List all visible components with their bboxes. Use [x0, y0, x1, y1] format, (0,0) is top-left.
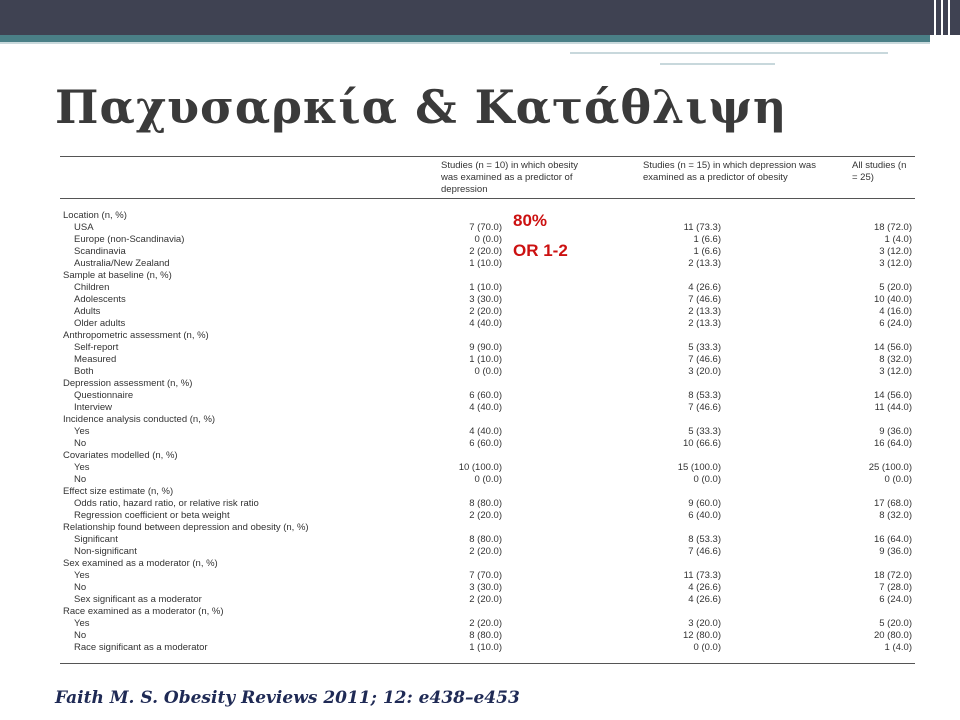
cell-depression-predictor: 7 (46.6) [688, 546, 721, 557]
table-section-row [60, 330, 915, 342]
cell-obesity-predictor: 0 (0.0) [474, 474, 502, 485]
cell-obesity-predictor: 2 (20.0) [469, 306, 502, 317]
row-label: Scandinavia [74, 246, 126, 257]
row-label: Sample at baseline (n, %) [63, 270, 172, 281]
row-label: Questionnaire [74, 390, 134, 401]
row-label: No [74, 474, 87, 485]
cell-all-studies: 5 (20.0) [879, 618, 912, 629]
cell-depression-predictor: 4 (26.6) [688, 594, 721, 605]
cell-obesity-predictor: 9 (90.0) [469, 342, 502, 353]
decorative-rule [570, 52, 888, 54]
cell-obesity-predictor: 8 (80.0) [469, 630, 502, 641]
cell-obesity-predictor: 1 (10.0) [469, 354, 502, 365]
cell-obesity-predictor: 1 (10.0) [469, 642, 502, 653]
row-label: Europe (non-Scandinavia) [74, 234, 185, 245]
table-row [60, 246, 915, 258]
table-section-row [60, 378, 915, 390]
cell-all-studies: 11 (44.0) [874, 402, 912, 413]
cell-depression-predictor: 8 (53.3) [688, 390, 721, 401]
decorative-rule [660, 63, 775, 65]
cell-obesity-predictor: 4 (40.0) [469, 426, 502, 437]
cell-all-studies: 8 (32.0) [879, 510, 912, 521]
row-label: No [74, 438, 87, 449]
header-divider [948, 0, 950, 36]
cell-all-studies: 25 (100.0) [868, 462, 912, 473]
cell-depression-predictor: 7 (46.6) [688, 294, 721, 305]
table-section-row [60, 210, 915, 222]
header-divider [941, 0, 943, 36]
row-label: Regression coefficient or beta weight [74, 510, 230, 521]
table-row [60, 546, 915, 558]
cell-all-studies: 18 (72.0) [873, 570, 912, 581]
cell-all-studies: 10 (40.0) [873, 294, 912, 305]
table-section-row [60, 270, 915, 282]
table-row [60, 402, 915, 414]
cell-all-studies: 1 (4.0) [884, 234, 912, 245]
cell-all-studies: 5 (20.0) [879, 282, 912, 293]
citation: Faith M. S. Obesity Reviews 2011; 12: e438–e453 [55, 688, 520, 708]
row-label: Relationship found between depression and obesity (n, %) [63, 522, 309, 533]
cell-depression-predictor: 3 (20.0) [688, 618, 721, 629]
row-label: Covariates modelled (n, %) [63, 450, 178, 461]
cell-depression-predictor: 9 (60.0) [688, 498, 721, 509]
cell-depression-predictor: 1 (6.6) [693, 246, 721, 257]
cell-obesity-predictor: 1 (10.0) [469, 258, 502, 269]
header-accent-strip [0, 35, 930, 42]
row-label: USA [74, 222, 94, 233]
annotation-odds-ratio: OR 1-2 [513, 241, 568, 260]
cell-depression-predictor: 4 (26.6) [688, 282, 721, 293]
cell-obesity-predictor: 1 (10.0) [469, 282, 502, 293]
row-label: No [74, 582, 87, 593]
column-header-all-studies: All studies (n = 25) [852, 160, 907, 183]
table-row [60, 618, 915, 630]
cell-depression-predictor: 2 (13.3) [688, 258, 721, 269]
row-label: Odds ratio, hazard ratio, or relative risk ratio [74, 498, 259, 509]
column-header-depression-predictor: Studies (n = 15) in which depression was examined as a predictor of obesity [643, 160, 816, 183]
row-label: Children [74, 282, 110, 293]
row-label: Non-significant [74, 546, 137, 557]
row-label: Sex examined as a moderator (n, %) [63, 558, 218, 569]
table-row [60, 354, 915, 366]
row-label: Effect size estimate (n, %) [63, 486, 174, 497]
row-label: Race examined as a moderator (n, %) [63, 606, 224, 617]
row-label: Adolescents [74, 294, 126, 305]
cell-obesity-predictor: 3 (30.0) [469, 294, 502, 305]
table-row [60, 306, 915, 318]
cell-all-studies: 9 (36.0) [879, 426, 912, 437]
cell-obesity-predictor: 2 (20.0) [469, 594, 502, 605]
cell-all-studies: 3 (12.0) [879, 258, 912, 269]
cell-all-studies: 6 (24.0) [879, 594, 912, 605]
cell-all-studies: 16 (64.0) [873, 438, 912, 449]
row-label: Incidence analysis conducted (n, %) [63, 414, 216, 425]
table-row [60, 570, 915, 582]
cell-obesity-predictor: 6 (60.0) [469, 390, 502, 401]
cell-obesity-predictor: 2 (20.0) [469, 618, 502, 629]
cell-all-studies: 3 (12.0) [879, 366, 912, 377]
table-row [60, 294, 915, 306]
cell-all-studies: 16 (64.0) [873, 534, 912, 545]
cell-depression-predictor: 0 (0.0) [693, 642, 721, 653]
cell-depression-predictor: 4 (26.6) [688, 582, 721, 593]
row-label: Yes [74, 570, 90, 581]
table-row [60, 510, 915, 522]
table-top-rule [60, 156, 915, 157]
cell-depression-predictor: 7 (46.6) [688, 402, 721, 413]
cell-obesity-predictor: 2 (20.0) [469, 246, 502, 257]
row-label: Yes [74, 618, 90, 629]
cell-all-studies: 9 (36.0) [879, 546, 912, 557]
row-label: Sex significant as a moderator [74, 594, 202, 605]
cell-depression-predictor: 2 (13.3) [688, 306, 721, 317]
table-row [60, 462, 915, 474]
cell-all-studies: 6 (24.0) [879, 318, 912, 329]
cell-obesity-predictor: 3 (30.0) [469, 582, 502, 593]
row-label: No [74, 630, 87, 641]
cell-depression-predictor: 11 (73.3) [683, 222, 721, 233]
table-row [60, 342, 915, 354]
cell-depression-predictor: 11 (73.3) [683, 570, 721, 581]
cell-all-studies: 14 (56.0) [873, 390, 912, 401]
table-section-row [60, 450, 915, 462]
table-row [60, 630, 915, 642]
cell-obesity-predictor: 7 (70.0) [469, 570, 502, 581]
table-row [60, 438, 915, 450]
cell-obesity-predictor: 2 (20.0) [469, 546, 502, 557]
cell-obesity-predictor: 8 (80.0) [469, 498, 502, 509]
table-header-rule [60, 198, 915, 199]
cell-depression-predictor: 5 (33.3) [688, 342, 721, 353]
slide-title: Παχυσαρκία & Κατάθλιψη [55, 80, 788, 134]
table-row [60, 534, 915, 546]
row-label: Yes [74, 462, 90, 473]
table-row [60, 582, 915, 594]
cell-all-studies: 3 (12.0) [879, 246, 912, 257]
row-label: Location (n, %) [63, 210, 127, 221]
cell-depression-predictor: 0 (0.0) [693, 474, 721, 485]
row-label: Depression assessment (n, %) [63, 378, 193, 389]
cell-all-studies: 0 (0.0) [884, 474, 912, 485]
data-table [60, 156, 915, 664]
row-label: Self-report [74, 342, 119, 353]
cell-all-studies: 4 (16.0) [879, 306, 912, 317]
cell-depression-predictor: 2 (13.3) [688, 318, 721, 329]
table-section-row [60, 486, 915, 498]
table-row [60, 282, 915, 294]
cell-all-studies: 7 (28.0) [879, 582, 912, 593]
cell-depression-predictor: 5 (33.3) [688, 426, 721, 437]
row-label: Anthropometric assessment (n, %) [63, 330, 209, 341]
cell-all-studies: 20 (80.0) [873, 630, 912, 641]
header-accent-line [0, 42, 930, 44]
cell-all-studies: 8 (32.0) [879, 354, 912, 365]
table-row [60, 366, 915, 378]
cell-obesity-predictor: 10 (100.0) [458, 462, 502, 473]
row-label: Significant [74, 534, 118, 545]
cell-all-studies: 1 (4.0) [884, 642, 912, 653]
cell-obesity-predictor: 0 (0.0) [474, 234, 502, 245]
row-label: Interview [74, 402, 113, 413]
cell-obesity-predictor: 4 (40.0) [469, 318, 502, 329]
header-bar [0, 0, 960, 35]
cell-obesity-predictor: 7 (70.0) [469, 222, 502, 233]
row-label: Australia/New Zealand [74, 258, 170, 269]
table-row [60, 318, 915, 330]
cell-obesity-predictor: 0 (0.0) [474, 366, 502, 377]
table-row [60, 222, 915, 234]
row-label: Both [74, 366, 94, 377]
table-section-row [60, 414, 915, 426]
cell-depression-predictor: 8 (53.3) [688, 534, 721, 545]
table-row [60, 426, 915, 438]
cell-depression-predictor: 10 (66.6) [682, 438, 721, 449]
cell-all-studies: 18 (72.0) [873, 222, 912, 233]
cell-depression-predictor: 12 (80.0) [682, 630, 721, 641]
row-label: Older adults [74, 318, 126, 329]
annotation-percentage: 80% [513, 211, 548, 230]
cell-depression-predictor: 15 (100.0) [677, 462, 721, 473]
cell-depression-predictor: 6 (40.0) [688, 510, 721, 521]
table-row [60, 498, 915, 510]
cell-obesity-predictor: 4 (40.0) [469, 402, 502, 413]
row-label: Race significant as a moderator [74, 642, 208, 653]
cell-depression-predictor: 1 (6.6) [693, 234, 721, 245]
table-row [60, 474, 915, 486]
table-row [60, 258, 915, 270]
cell-obesity-predictor: 6 (60.0) [469, 438, 502, 449]
row-label: Measured [74, 354, 117, 365]
cell-obesity-predictor: 2 (20.0) [469, 510, 502, 521]
cell-depression-predictor: 7 (46.6) [688, 354, 721, 365]
table-row [60, 234, 915, 246]
cell-obesity-predictor: 8 (80.0) [469, 534, 502, 545]
column-header-obesity-predictor: Studies (n = 10) in which obesity was examined as a predictor of depression [441, 160, 579, 195]
row-label: Adults [74, 306, 101, 317]
header-divider [934, 0, 936, 36]
table-row [60, 594, 915, 606]
table-row [60, 390, 915, 402]
cell-all-studies: 17 (68.0) [873, 498, 912, 509]
table-bottom-rule [60, 663, 915, 664]
table-section-row [60, 606, 915, 618]
row-label: Yes [74, 426, 90, 437]
table-section-row [60, 522, 915, 534]
cell-depression-predictor: 3 (20.0) [688, 366, 721, 377]
cell-all-studies: 14 (56.0) [873, 342, 912, 353]
table-section-row [60, 558, 915, 570]
table-row [60, 642, 915, 654]
